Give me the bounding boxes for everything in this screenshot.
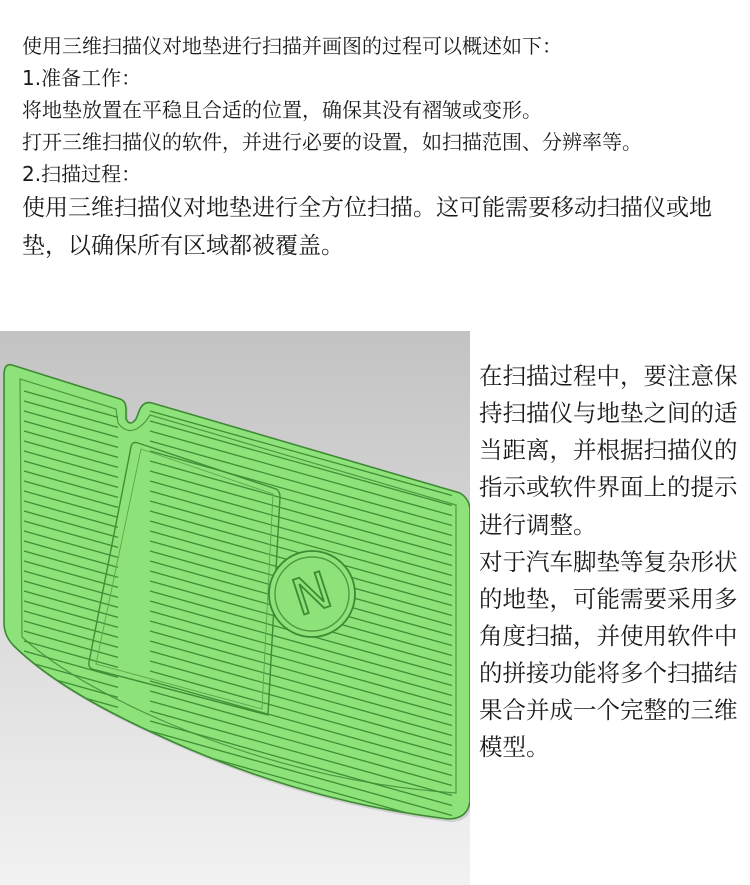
mat-logo <box>269 551 355 637</box>
floor-mat-render <box>0 331 470 885</box>
step2-title: 2.扫描过程： <box>22 162 142 186</box>
step1-paragraph-1: 将地垫放置在平稳且合适的位置，确保其没有褶皱或变形。 <box>22 98 542 122</box>
side-paragraph-1: 在扫描过程中，要注意保持扫描仪与地垫之间的适当距离，并根据扫描仪的指示或软件界面上的提示进行调整。 <box>479 362 738 539</box>
step1-paragraph-2: 打开三维扫描仪的软件，并进行必要的设置，如扫描范围、分辨率等。 <box>22 130 642 154</box>
step2-paragraph: 使用三维扫描仪对地垫进行全方位扫描。这可能需要移动扫描仪或地垫，以确保所有区域都被覆盖。 <box>22 195 712 259</box>
floor-mat-scan-image <box>0 331 470 885</box>
side-paragraph-2: 对于汽车脚垫等复杂形状的地垫，可能需要采用多角度扫描，并使用软件中的拼接功能将多个扫描结果合并成一个完整的三维模型。 <box>479 547 738 762</box>
step1-title: 1.准备工作： <box>22 66 142 90</box>
intro-line: 使用三维扫描仪对地垫进行扫描并画图的过程可以概述如下： <box>22 34 562 58</box>
side-text <box>479 358 747 766</box>
intro-text <box>22 30 744 266</box>
logo-letter: N <box>285 560 339 628</box>
